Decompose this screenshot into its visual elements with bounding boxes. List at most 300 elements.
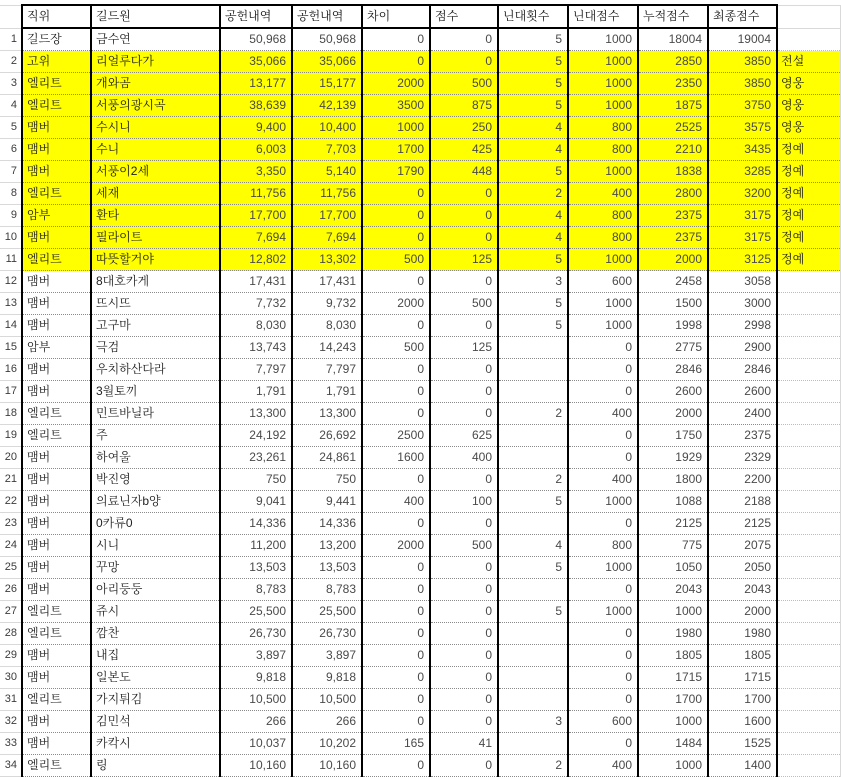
row-number[interactable]: 26 xyxy=(0,579,22,601)
contribution-cell[interactable]: 11,200 xyxy=(220,535,292,557)
contribution-cell[interactable]: 13,300 xyxy=(220,403,292,425)
contribution-cell[interactable]: 266 xyxy=(292,711,362,733)
raid-score-cell[interactable]: 0 xyxy=(568,733,638,755)
score-cell[interactable]: 0 xyxy=(430,359,498,381)
difference-cell[interactable]: 0 xyxy=(362,359,430,381)
position-cell[interactable]: 맴버 xyxy=(22,227,91,249)
raid-score-cell[interactable]: 0 xyxy=(568,513,638,535)
cumulative-score-cell[interactable]: 2350 xyxy=(638,73,708,95)
position-cell[interactable]: 맴버 xyxy=(22,381,91,403)
cumulative-score-cell[interactable]: 18004 xyxy=(638,28,708,51)
member-name-cell[interactable]: 일본도 xyxy=(91,667,220,689)
raid-count-cell[interactable] xyxy=(498,425,568,447)
row-number[interactable]: 23 xyxy=(0,513,22,535)
tier-cell[interactable]: 전설 xyxy=(777,51,840,73)
difference-cell[interactable]: 0 xyxy=(362,381,430,403)
cumulative-score-cell[interactable]: 2600 xyxy=(638,381,708,403)
column-header-difference[interactable]: 차이 xyxy=(362,5,430,28)
position-cell[interactable]: 맴버 xyxy=(22,469,91,491)
cumulative-score-cell[interactable]: 1484 xyxy=(638,733,708,755)
row-number[interactable]: 4 xyxy=(0,95,22,117)
contribution-cell[interactable]: 3,897 xyxy=(220,645,292,667)
member-name-cell[interactable]: 필라이트 xyxy=(91,227,220,249)
tier-cell[interactable] xyxy=(777,513,840,535)
contribution-cell[interactable]: 25,500 xyxy=(220,601,292,623)
position-cell[interactable]: 맴버 xyxy=(22,161,91,183)
cumulative-score-cell[interactable]: 2375 xyxy=(638,227,708,249)
row-number[interactable]: 21 xyxy=(0,469,22,491)
tier-cell[interactable] xyxy=(777,359,840,381)
member-name-cell[interactable]: 0카류0 xyxy=(91,513,220,535)
tier-cell[interactable]: 정예 xyxy=(777,139,840,161)
contribution-cell[interactable]: 8,030 xyxy=(292,315,362,337)
cumulative-score-cell[interactable]: 1875 xyxy=(638,95,708,117)
row-number[interactable]: 2 xyxy=(0,51,22,73)
cumulative-score-cell[interactable]: 1000 xyxy=(638,711,708,733)
contribution-cell[interactable]: 13,300 xyxy=(292,403,362,425)
raid-score-cell[interactable]: 0 xyxy=(568,667,638,689)
raid-count-cell[interactable]: 5 xyxy=(498,491,568,513)
member-name-cell[interactable]: 수니 xyxy=(91,139,220,161)
position-cell[interactable]: 맴버 xyxy=(22,645,91,667)
member-name-cell[interactable]: 3월토끼 xyxy=(91,381,220,403)
final-score-cell[interactable]: 3285 xyxy=(708,161,777,183)
member-name-cell[interactable]: 김민석 xyxy=(91,711,220,733)
difference-cell[interactable]: 0 xyxy=(362,667,430,689)
cumulative-score-cell[interactable]: 2375 xyxy=(638,205,708,227)
tier-cell[interactable] xyxy=(777,447,840,469)
tier-cell[interactable]: 영웅 xyxy=(777,73,840,95)
row-number[interactable]: 17 xyxy=(0,381,22,403)
column-header-guild-member[interactable]: 길드원 xyxy=(91,5,220,28)
column-header-position[interactable]: 직위 xyxy=(22,5,91,28)
row-number[interactable]: 10 xyxy=(0,227,22,249)
member-name-cell[interactable]: 서풍의광시곡 xyxy=(91,95,220,117)
member-name-cell[interactable]: 우치하산다라 xyxy=(91,359,220,381)
row-number[interactable]: 29 xyxy=(0,645,22,667)
final-score-cell[interactable]: 1980 xyxy=(708,623,777,645)
contribution-cell[interactable]: 13,200 xyxy=(292,535,362,557)
raid-score-cell[interactable]: 800 xyxy=(568,227,638,249)
contribution-cell[interactable]: 8,783 xyxy=(220,579,292,601)
final-score-cell[interactable]: 2329 xyxy=(708,447,777,469)
final-score-cell[interactable]: 3435 xyxy=(708,139,777,161)
contribution-cell[interactable]: 9,441 xyxy=(292,491,362,513)
difference-cell[interactable]: 400 xyxy=(362,491,430,513)
position-cell[interactable]: 맴버 xyxy=(22,359,91,381)
raid-count-cell[interactable]: 2 xyxy=(498,183,568,205)
row-number[interactable]: 33 xyxy=(0,733,22,755)
member-name-cell[interactable]: 환타 xyxy=(91,205,220,227)
difference-cell[interactable]: 1000 xyxy=(362,117,430,139)
contribution-cell[interactable]: 14,243 xyxy=(292,337,362,359)
tier-cell[interactable] xyxy=(777,271,840,293)
row-number[interactable]: 25 xyxy=(0,557,22,579)
raid-count-cell[interactable]: 5 xyxy=(498,601,568,623)
contribution-cell[interactable]: 35,066 xyxy=(292,51,362,73)
row-number[interactable]: 22 xyxy=(0,491,22,513)
difference-cell[interactable]: 0 xyxy=(362,711,430,733)
score-cell[interactable]: 0 xyxy=(430,645,498,667)
position-cell[interactable]: 엘리트 xyxy=(22,249,91,271)
member-name-cell[interactable]: 깜찬 xyxy=(91,623,220,645)
row-number[interactable]: 6 xyxy=(0,139,22,161)
contribution-cell[interactable]: 1,791 xyxy=(292,381,362,403)
contribution-cell[interactable]: 14,336 xyxy=(220,513,292,535)
row-number[interactable]: 8 xyxy=(0,183,22,205)
tier-cell[interactable] xyxy=(777,315,840,337)
score-cell[interactable]: 0 xyxy=(430,601,498,623)
final-score-cell[interactable]: 2188 xyxy=(708,491,777,513)
difference-cell[interactable]: 0 xyxy=(362,315,430,337)
cumulative-score-cell[interactable]: 1800 xyxy=(638,469,708,491)
position-cell[interactable]: 엘리트 xyxy=(22,601,91,623)
cumulative-score-cell[interactable]: 2000 xyxy=(638,249,708,271)
row-number[interactable]: 11 xyxy=(0,249,22,271)
column-header-raid-count[interactable]: 닌대횟수 xyxy=(498,5,568,28)
contribution-cell[interactable]: 9,041 xyxy=(220,491,292,513)
member-name-cell[interactable]: 하여울 xyxy=(91,447,220,469)
column-header-tier[interactable] xyxy=(777,5,840,28)
raid-score-cell[interactable]: 0 xyxy=(568,579,638,601)
cumulative-score-cell[interactable]: 1998 xyxy=(638,315,708,337)
final-score-cell[interactable]: 3850 xyxy=(708,51,777,73)
contribution-cell[interactable]: 11,756 xyxy=(220,183,292,205)
difference-cell[interactable]: 2000 xyxy=(362,535,430,557)
row-number[interactable]: 32 xyxy=(0,711,22,733)
raid-score-cell[interactable]: 1000 xyxy=(568,161,638,183)
position-cell[interactable]: 엘리트 xyxy=(22,183,91,205)
row-number[interactable]: 12 xyxy=(0,271,22,293)
tier-cell[interactable] xyxy=(777,645,840,667)
raid-score-cell[interactable]: 400 xyxy=(568,469,638,491)
position-cell[interactable]: 엘리트 xyxy=(22,403,91,425)
position-cell[interactable]: 엘리트 xyxy=(22,623,91,645)
tier-cell[interactable] xyxy=(777,711,840,733)
contribution-cell[interactable]: 8,783 xyxy=(292,579,362,601)
raid-count-cell[interactable]: 3 xyxy=(498,711,568,733)
final-score-cell[interactable]: 1600 xyxy=(708,711,777,733)
member-name-cell[interactable]: 주 xyxy=(91,425,220,447)
raid-count-cell[interactable] xyxy=(498,623,568,645)
cumulative-score-cell[interactable]: 2458 xyxy=(638,271,708,293)
tier-cell[interactable] xyxy=(777,491,840,513)
score-cell[interactable]: 425 xyxy=(430,139,498,161)
raid-count-cell[interactable]: 5 xyxy=(498,293,568,315)
contribution-cell[interactable]: 7,694 xyxy=(220,227,292,249)
member-name-cell[interactable]: 링 xyxy=(91,755,220,777)
raid-count-cell[interactable]: 4 xyxy=(498,139,568,161)
raid-score-cell[interactable]: 1000 xyxy=(568,28,638,51)
contribution-cell[interactable]: 10,160 xyxy=(220,755,292,777)
raid-score-cell[interactable]: 1000 xyxy=(568,249,638,271)
raid-count-cell[interactable] xyxy=(498,579,568,601)
position-cell[interactable]: 맴버 xyxy=(22,117,91,139)
row-number[interactable]: 31 xyxy=(0,689,22,711)
final-score-cell[interactable]: 3125 xyxy=(708,249,777,271)
raid-count-cell[interactable]: 5 xyxy=(498,95,568,117)
difference-cell[interactable]: 500 xyxy=(362,249,430,271)
difference-cell[interactable]: 3500 xyxy=(362,95,430,117)
position-cell[interactable]: 맴버 xyxy=(22,579,91,601)
raid-score-cell[interactable]: 1000 xyxy=(568,73,638,95)
raid-count-cell[interactable]: 5 xyxy=(498,28,568,51)
raid-count-cell[interactable] xyxy=(498,359,568,381)
contribution-cell[interactable]: 5,140 xyxy=(292,161,362,183)
raid-score-cell[interactable]: 1000 xyxy=(568,601,638,623)
contribution-cell[interactable]: 12,802 xyxy=(220,249,292,271)
score-cell[interactable]: 0 xyxy=(430,28,498,51)
final-score-cell[interactable]: 2050 xyxy=(708,557,777,579)
raid-count-cell[interactable]: 5 xyxy=(498,73,568,95)
member-name-cell[interactable]: 의료닌자b양 xyxy=(91,491,220,513)
difference-cell[interactable]: 0 xyxy=(362,271,430,293)
tier-cell[interactable]: 영웅 xyxy=(777,117,840,139)
final-score-cell[interactable]: 2000 xyxy=(708,601,777,623)
raid-score-cell[interactable]: 800 xyxy=(568,139,638,161)
contribution-cell[interactable]: 266 xyxy=(220,711,292,733)
position-cell[interactable]: 엘리트 xyxy=(22,73,91,95)
raid-count-cell[interactable] xyxy=(498,513,568,535)
tier-cell[interactable]: 정예 xyxy=(777,205,840,227)
tier-cell[interactable] xyxy=(777,733,840,755)
cumulative-score-cell[interactable]: 2125 xyxy=(638,513,708,535)
score-cell[interactable]: 448 xyxy=(430,161,498,183)
position-cell[interactable]: 맴버 xyxy=(22,733,91,755)
contribution-cell[interactable]: 9,732 xyxy=(292,293,362,315)
contribution-cell[interactable]: 13,503 xyxy=(292,557,362,579)
member-name-cell[interactable]: 쥬시 xyxy=(91,601,220,623)
contribution-cell[interactable]: 50,968 xyxy=(292,28,362,51)
row-number[interactable]: 5 xyxy=(0,117,22,139)
score-cell[interactable]: 500 xyxy=(430,535,498,557)
row-number[interactable]: 28 xyxy=(0,623,22,645)
cumulative-score-cell[interactable]: 2000 xyxy=(638,403,708,425)
contribution-cell[interactable]: 10,500 xyxy=(220,689,292,711)
score-cell[interactable]: 0 xyxy=(430,183,498,205)
member-name-cell[interactable]: 뜨시뜨 xyxy=(91,293,220,315)
raid-count-cell[interactable]: 2 xyxy=(498,755,568,777)
tier-cell[interactable] xyxy=(777,667,840,689)
difference-cell[interactable]: 0 xyxy=(362,645,430,667)
contribution-cell[interactable]: 6,003 xyxy=(220,139,292,161)
contribution-cell[interactable]: 7,797 xyxy=(220,359,292,381)
member-name-cell[interactable]: 8대호카게 xyxy=(91,271,220,293)
raid-score-cell[interactable]: 0 xyxy=(568,381,638,403)
cumulative-score-cell[interactable]: 2775 xyxy=(638,337,708,359)
contribution-cell[interactable]: 10,160 xyxy=(292,755,362,777)
final-score-cell[interactable]: 2043 xyxy=(708,579,777,601)
position-cell[interactable]: 맴버 xyxy=(22,491,91,513)
column-header-cumulative-score[interactable]: 누적점수 xyxy=(638,5,708,28)
raid-score-cell[interactable]: 1000 xyxy=(568,491,638,513)
score-cell[interactable]: 125 xyxy=(430,249,498,271)
difference-cell[interactable]: 0 xyxy=(362,183,430,205)
member-name-cell[interactable]: 고구마 xyxy=(91,315,220,337)
contribution-cell[interactable]: 26,730 xyxy=(220,623,292,645)
position-cell[interactable]: 고위 xyxy=(22,51,91,73)
row-number[interactable]: 34 xyxy=(0,755,22,777)
raid-count-cell[interactable] xyxy=(498,667,568,689)
final-score-cell[interactable]: 1805 xyxy=(708,645,777,667)
column-header-contribution-1[interactable]: 공헌내역 xyxy=(220,5,292,28)
raid-score-cell[interactable]: 0 xyxy=(568,623,638,645)
row-number[interactable]: 7 xyxy=(0,161,22,183)
score-cell[interactable]: 0 xyxy=(430,271,498,293)
member-name-cell[interactable]: 박진영 xyxy=(91,469,220,491)
raid-score-cell[interactable]: 1000 xyxy=(568,293,638,315)
member-name-cell[interactable]: 금수연 xyxy=(91,28,220,51)
raid-count-cell[interactable]: 5 xyxy=(498,557,568,579)
raid-count-cell[interactable]: 2 xyxy=(498,469,568,491)
row-number[interactable]: 3 xyxy=(0,73,22,95)
row-number[interactable]: 1 xyxy=(0,28,22,51)
raid-score-cell[interactable]: 0 xyxy=(568,337,638,359)
tier-cell[interactable] xyxy=(777,535,840,557)
difference-cell[interactable]: 0 xyxy=(362,557,430,579)
contribution-cell[interactable]: 9,818 xyxy=(220,667,292,689)
score-cell[interactable]: 500 xyxy=(430,73,498,95)
position-cell[interactable]: 맴버 xyxy=(22,447,91,469)
score-cell[interactable]: 0 xyxy=(430,623,498,645)
cumulative-score-cell[interactable]: 775 xyxy=(638,535,708,557)
position-cell[interactable]: 맴버 xyxy=(22,293,91,315)
score-cell[interactable]: 41 xyxy=(430,733,498,755)
member-name-cell[interactable]: 아리둥둥 xyxy=(91,579,220,601)
row-number[interactable]: 9 xyxy=(0,205,22,227)
member-name-cell[interactable]: 리얼루다가 xyxy=(91,51,220,73)
contribution-cell[interactable]: 35,066 xyxy=(220,51,292,73)
cumulative-score-cell[interactable]: 2210 xyxy=(638,139,708,161)
raid-count-cell[interactable]: 4 xyxy=(498,227,568,249)
score-cell[interactable]: 625 xyxy=(430,425,498,447)
score-cell[interactable]: 0 xyxy=(430,227,498,249)
member-name-cell[interactable]: 카칵시 xyxy=(91,733,220,755)
tier-cell[interactable] xyxy=(777,579,840,601)
final-score-cell[interactable]: 3175 xyxy=(708,227,777,249)
cumulative-score-cell[interactable]: 1715 xyxy=(638,667,708,689)
tier-cell[interactable] xyxy=(777,28,840,51)
cumulative-score-cell[interactable]: 1980 xyxy=(638,623,708,645)
difference-cell[interactable]: 0 xyxy=(362,28,430,51)
final-score-cell[interactable]: 2900 xyxy=(708,337,777,359)
contribution-cell[interactable]: 3,350 xyxy=(220,161,292,183)
position-cell[interactable]: 맴버 xyxy=(22,513,91,535)
corner-cell[interactable] xyxy=(0,5,22,28)
contribution-cell[interactable]: 7,732 xyxy=(220,293,292,315)
tier-cell[interactable] xyxy=(777,403,840,425)
score-cell[interactable]: 0 xyxy=(430,205,498,227)
contribution-cell[interactable]: 9,400 xyxy=(220,117,292,139)
raid-score-cell[interactable]: 1000 xyxy=(568,315,638,337)
score-cell[interactable]: 0 xyxy=(430,469,498,491)
tier-cell[interactable] xyxy=(777,293,840,315)
raid-score-cell[interactable]: 400 xyxy=(568,183,638,205)
difference-cell[interactable]: 0 xyxy=(362,579,430,601)
position-cell[interactable]: 길드장 xyxy=(22,28,91,51)
contribution-cell[interactable]: 10,500 xyxy=(292,689,362,711)
position-cell[interactable]: 맴버 xyxy=(22,315,91,337)
contribution-cell[interactable]: 26,692 xyxy=(292,425,362,447)
raid-count-cell[interactable] xyxy=(498,381,568,403)
raid-score-cell[interactable]: 1000 xyxy=(568,557,638,579)
raid-score-cell[interactable]: 0 xyxy=(568,447,638,469)
raid-score-cell[interactable]: 0 xyxy=(568,689,638,711)
position-cell[interactable]: 엘리트 xyxy=(22,425,91,447)
cumulative-score-cell[interactable]: 1750 xyxy=(638,425,708,447)
tier-cell[interactable]: 정예 xyxy=(777,183,840,205)
contribution-cell[interactable]: 25,500 xyxy=(292,601,362,623)
raid-count-cell[interactable]: 5 xyxy=(498,161,568,183)
difference-cell[interactable]: 1600 xyxy=(362,447,430,469)
raid-count-cell[interactable] xyxy=(498,337,568,359)
final-score-cell[interactable]: 3000 xyxy=(708,293,777,315)
raid-count-cell[interactable] xyxy=(498,689,568,711)
position-cell[interactable]: 엘리트 xyxy=(22,755,91,777)
contribution-cell[interactable]: 23,261 xyxy=(220,447,292,469)
tier-cell[interactable]: 영웅 xyxy=(777,95,840,117)
raid-count-cell[interactable]: 5 xyxy=(498,51,568,73)
contribution-cell[interactable]: 15,177 xyxy=(292,73,362,95)
score-cell[interactable]: 0 xyxy=(430,557,498,579)
raid-count-cell[interactable] xyxy=(498,645,568,667)
score-cell[interactable]: 500 xyxy=(430,293,498,315)
member-name-cell[interactable]: 내집 xyxy=(91,645,220,667)
contribution-cell[interactable]: 24,192 xyxy=(220,425,292,447)
difference-cell[interactable]: 2500 xyxy=(362,425,430,447)
position-cell[interactable]: 엘리트 xyxy=(22,95,91,117)
score-cell[interactable]: 0 xyxy=(430,315,498,337)
raid-count-cell[interactable] xyxy=(498,447,568,469)
score-cell[interactable]: 0 xyxy=(430,579,498,601)
position-cell[interactable]: 맴버 xyxy=(22,535,91,557)
tier-cell[interactable] xyxy=(777,601,840,623)
raid-count-cell[interactable]: 5 xyxy=(498,315,568,337)
contribution-cell[interactable]: 13,743 xyxy=(220,337,292,359)
difference-cell[interactable]: 2000 xyxy=(362,293,430,315)
contribution-cell[interactable]: 11,756 xyxy=(292,183,362,205)
tier-cell[interactable] xyxy=(777,469,840,491)
contribution-cell[interactable]: 17,700 xyxy=(292,205,362,227)
raid-score-cell[interactable]: 0 xyxy=(568,359,638,381)
raid-score-cell[interactable]: 800 xyxy=(568,117,638,139)
difference-cell[interactable]: 1790 xyxy=(362,161,430,183)
member-name-cell[interactable]: 개와곰 xyxy=(91,73,220,95)
contribution-cell[interactable]: 24,861 xyxy=(292,447,362,469)
raid-count-cell[interactable]: 4 xyxy=(498,117,568,139)
contribution-cell[interactable]: 7,703 xyxy=(292,139,362,161)
final-score-cell[interactable]: 3850 xyxy=(708,73,777,95)
cumulative-score-cell[interactable]: 1700 xyxy=(638,689,708,711)
contribution-cell[interactable]: 10,400 xyxy=(292,117,362,139)
difference-cell[interactable]: 0 xyxy=(362,513,430,535)
position-cell[interactable]: 맴버 xyxy=(22,711,91,733)
difference-cell[interactable]: 0 xyxy=(362,403,430,425)
row-number[interactable]: 13 xyxy=(0,293,22,315)
tier-cell[interactable] xyxy=(777,425,840,447)
contribution-cell[interactable]: 10,037 xyxy=(220,733,292,755)
contribution-cell[interactable]: 8,030 xyxy=(220,315,292,337)
contribution-cell[interactable]: 17,431 xyxy=(292,271,362,293)
position-cell[interactable]: 맴버 xyxy=(22,667,91,689)
tier-cell[interactable] xyxy=(777,623,840,645)
score-cell[interactable]: 0 xyxy=(430,667,498,689)
member-name-cell[interactable]: 극검 xyxy=(91,337,220,359)
raid-count-cell[interactable]: 4 xyxy=(498,535,568,557)
score-cell[interactable]: 0 xyxy=(430,381,498,403)
score-cell[interactable]: 400 xyxy=(430,447,498,469)
member-name-cell[interactable]: 서풍이2세 xyxy=(91,161,220,183)
